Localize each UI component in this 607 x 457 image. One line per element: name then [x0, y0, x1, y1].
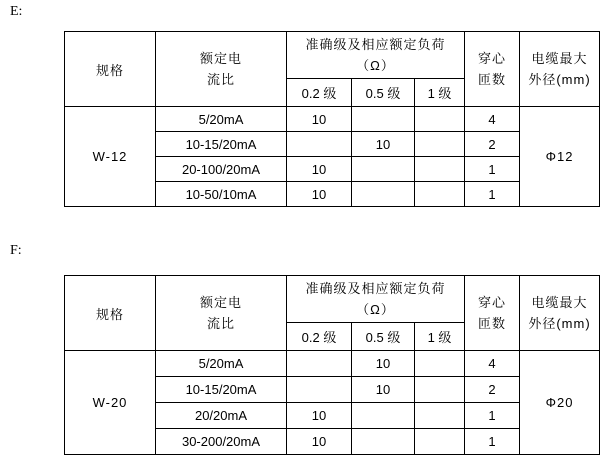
ratio-cell: 30-200/20mA: [156, 429, 287, 455]
header-through-core-turns-line2: 匝数: [478, 72, 507, 87]
turns-cell: 1: [465, 429, 520, 455]
header-max-cable-diameter: [520, 276, 600, 351]
header-max-cable-diameter-line2: 外径(mm): [528, 72, 591, 87]
header-through-core-turns: [465, 32, 520, 107]
header-through-core-turns: [465, 276, 520, 351]
turns-cell: 1: [465, 157, 520, 182]
header-rated-current-ratio-line2: 流比: [206, 316, 235, 331]
header-rated-current-ratio: [156, 276, 287, 351]
header-rated-current-ratio-line2: 流比: [206, 72, 235, 87]
ratio-cell: 10-50/10mA: [156, 182, 287, 207]
header-class-0-5: 0.5 级: [352, 79, 415, 107]
load-1-cell: [415, 429, 465, 455]
header-accuracy-class-load-line1: 准确级及相应额定负荷: [305, 281, 446, 296]
load-0-2-cell: 10: [287, 182, 352, 207]
load-0-2-cell: 10: [287, 403, 352, 429]
load-0-2-cell: [287, 377, 352, 403]
header-through-core-turns-line1: 穿心: [478, 295, 507, 310]
load-0-5-cell: [352, 182, 415, 207]
section-label-e: E:: [10, 4, 23, 19]
turns-cell: 4: [465, 107, 520, 132]
ratio-cell: 10-15/20mA: [156, 132, 287, 157]
load-0-2-cell: [287, 351, 352, 377]
header-max-cable-diameter-line2: 外径(mm): [528, 316, 591, 331]
cable-diameter-value: Φ20: [520, 351, 600, 455]
header-accuracy-class-load: [287, 32, 465, 79]
spec-value: W-12: [65, 107, 156, 207]
load-0-2-cell: 10: [287, 157, 352, 182]
turns-cell: 1: [465, 403, 520, 429]
turns-cell: 4: [465, 351, 520, 377]
ratio-cell: 5/20mA: [156, 107, 287, 132]
load-0-5-cell: [352, 429, 415, 455]
ratio-cell: 20/20mA: [156, 403, 287, 429]
turns-cell: 1: [465, 182, 520, 207]
header-through-core-turns-line1: 穿心: [478, 51, 507, 66]
load-1-cell: [415, 351, 465, 377]
header-class-0-5: 0.5 级: [352, 323, 415, 351]
table-row: [65, 351, 600, 377]
load-1-cell: [415, 132, 465, 157]
load-0-5-cell: [352, 107, 415, 132]
header-max-cable-diameter: [520, 32, 600, 107]
header-spec: 规格: [65, 32, 156, 107]
header-max-cable-diameter-line1: 电缆最大: [531, 295, 588, 310]
load-0-5-cell: 10: [352, 132, 415, 157]
table-row: [65, 107, 600, 132]
header-rated-current-ratio-line1: 额定电: [199, 51, 242, 66]
ratio-cell: 10-15/20mA: [156, 377, 287, 403]
spec-table-f: [64, 275, 600, 455]
ratio-cell: 5/20mA: [156, 351, 287, 377]
load-1-cell: [415, 157, 465, 182]
header-accuracy-class-load: [287, 276, 465, 323]
load-1-cell: [415, 107, 465, 132]
cable-diameter-value: Φ12: [520, 107, 600, 207]
header-max-cable-diameter-line1: 电缆最大: [531, 51, 588, 66]
header-class-1: 1 级: [415, 79, 465, 107]
load-1-cell: [415, 403, 465, 429]
header-through-core-turns-line2: 匝数: [478, 316, 507, 331]
load-0-2-cell: 10: [287, 429, 352, 455]
load-0-5-cell: [352, 157, 415, 182]
spec-value: W-20: [65, 351, 156, 455]
turns-cell: 2: [465, 377, 520, 403]
header-class-0-2: 0.2 级: [287, 323, 352, 351]
load-0-5-cell: 10: [352, 351, 415, 377]
header-class-1: 1 级: [415, 323, 465, 351]
load-0-2-cell: 10: [287, 107, 352, 132]
turns-cell: 2: [465, 132, 520, 157]
header-class-0-2: 0.2 级: [287, 79, 352, 107]
header-spec: 规格: [65, 276, 156, 351]
header-accuracy-class-load-line2: （Ω）: [356, 302, 395, 317]
load-0-2-cell: [287, 132, 352, 157]
header-rated-current-ratio: [156, 32, 287, 107]
section-label-f: F:: [10, 243, 22, 258]
load-1-cell: [415, 182, 465, 207]
header-accuracy-class-load-line1: 准确级及相应额定负荷: [305, 37, 446, 52]
spec-table-e: [64, 31, 600, 207]
load-0-5-cell: 10: [352, 377, 415, 403]
load-1-cell: [415, 377, 465, 403]
header-rated-current-ratio-line1: 额定电: [199, 295, 242, 310]
load-0-5-cell: [352, 403, 415, 429]
header-accuracy-class-load-line2: （Ω）: [356, 58, 395, 73]
ratio-cell: 20-100/20mA: [156, 157, 287, 182]
